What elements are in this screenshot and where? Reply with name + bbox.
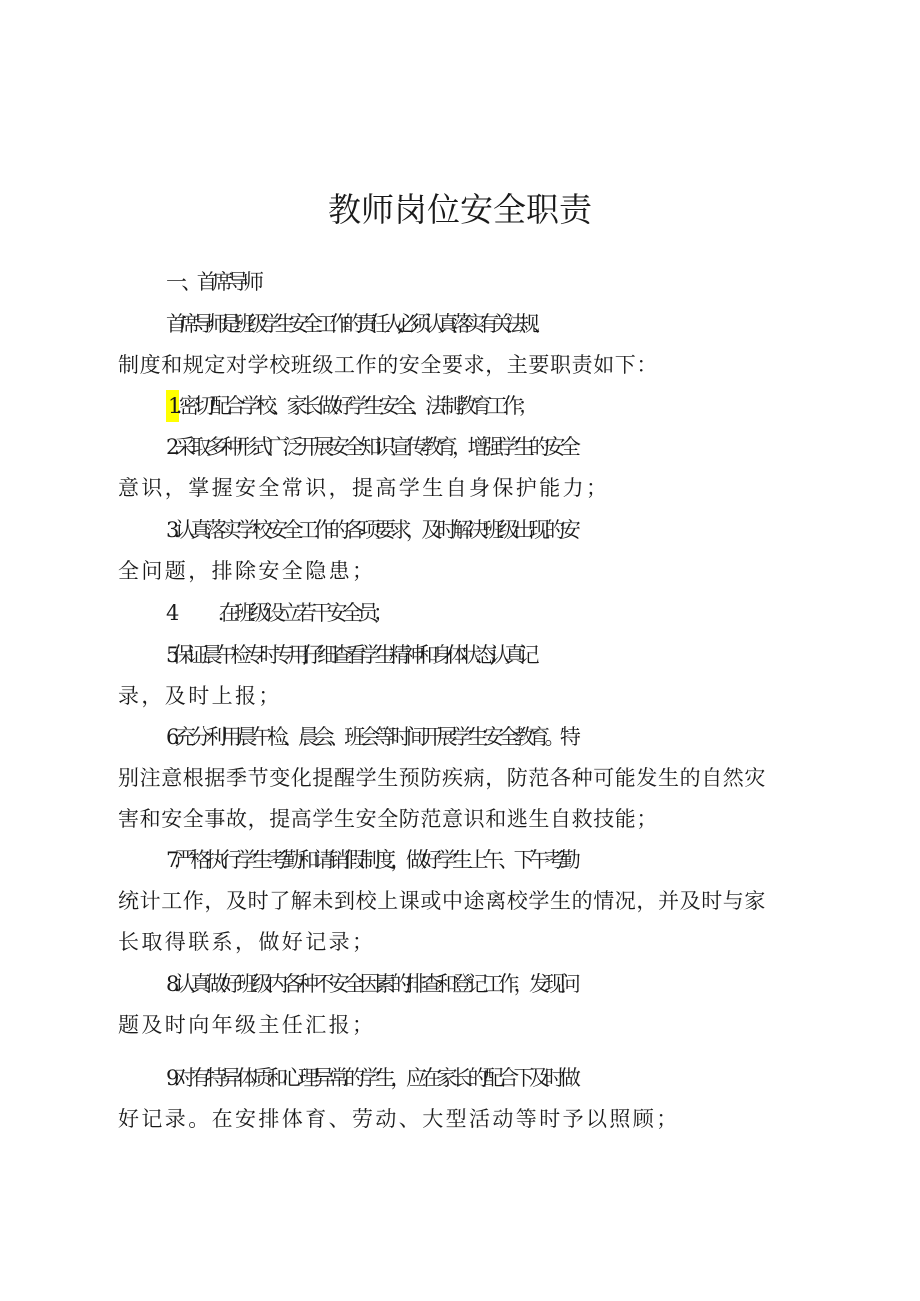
list-item-text: .保证晨午检专时专用,仔细查看学生精神和身体状态,认真记 — [172, 643, 533, 667]
list-item — [166, 970, 866, 998]
list-item-number: 4 — [166, 601, 174, 625]
list-item-number: 6 — [166, 725, 174, 749]
list-item-number: 3 — [166, 518, 174, 542]
list-item-text: .在班级设立若干安全员； — [217, 601, 389, 625]
list-item-continuation: 统计工作，及时了解未到校上课或中途离校学生的情况，并及时与家 — [118, 889, 766, 913]
list-item-text: .严格执行学生考勤和请销假制度，做好学生上午、下午考勤 — [173, 848, 576, 872]
list-item-text: .采取多种形式广泛开展安全知识宣传教育，增强学生的安全 — [173, 435, 576, 459]
list-item-text: .对有特异体质和心理异常的学生，应在家长的配合下及时做 — [173, 1066, 576, 1090]
list-item-continuation: 害和安全事故，提高学生安全防范意识和逃生自救技能； — [118, 807, 658, 831]
list-item-text: .认真落实学校安全工作的各项要求，及时解决班级出现的安 — [173, 518, 576, 542]
list-item — [166, 641, 866, 669]
list-item — [166, 516, 866, 544]
list-item-continuation: 录，及时上报； — [118, 684, 282, 708]
list-item — [166, 599, 866, 627]
list-item-continuation: 长取得联系，做好记录； — [118, 930, 376, 954]
list-item-continuation: 题及时向年级主任汇报； — [118, 1013, 376, 1037]
list-item-continuation: 好记录。在安排体育、劳动、大型活动等时予以照顾； — [118, 1107, 680, 1131]
highlighted-number: 1. — [166, 390, 179, 422]
section-heading: 一、首席导师 — [166, 270, 259, 294]
list-item-number: 5 — [166, 643, 173, 667]
page-title: 教师岗位安全职责 — [328, 190, 592, 229]
list-item — [166, 433, 866, 461]
list-item-number: 8 — [166, 972, 174, 996]
list-item — [166, 392, 866, 420]
list-item — [166, 846, 866, 874]
list-item-number: 7 — [166, 848, 174, 872]
list-item-number: 9 — [166, 1066, 174, 1090]
list-item-number: 2 — [166, 435, 174, 459]
intro-line-2: 制度和规定对学校班级工作的安全要求，主要职责如下： — [118, 353, 658, 377]
list-item — [166, 1064, 866, 1092]
list-item-continuation: 别注意根据季节变化提醒学生预防疾病，防范各种可能发生的自然灾 — [118, 766, 766, 790]
list-item-continuation: 全问题，排除安全隐患； — [118, 559, 376, 583]
list-item-text: .认真做好班级内各种不安全因素的排查和登记工作，发现问 — [173, 972, 576, 996]
list-item-continuation: 意识，掌握安全常识，提高学生自身保护能力； — [118, 476, 610, 500]
list-item-text: .充分利用晨午检、晨会、班会等时间开展学生安全教育。特 — [173, 725, 576, 749]
intro-line-1: 首席导师是班级学生安全工作的责任人,必须认真落实有关法规、 — [166, 312, 547, 336]
list-item-text: 密切配合学校、家长做好学生安全、法制教育工作； — [178, 394, 534, 418]
list-item — [166, 723, 866, 751]
